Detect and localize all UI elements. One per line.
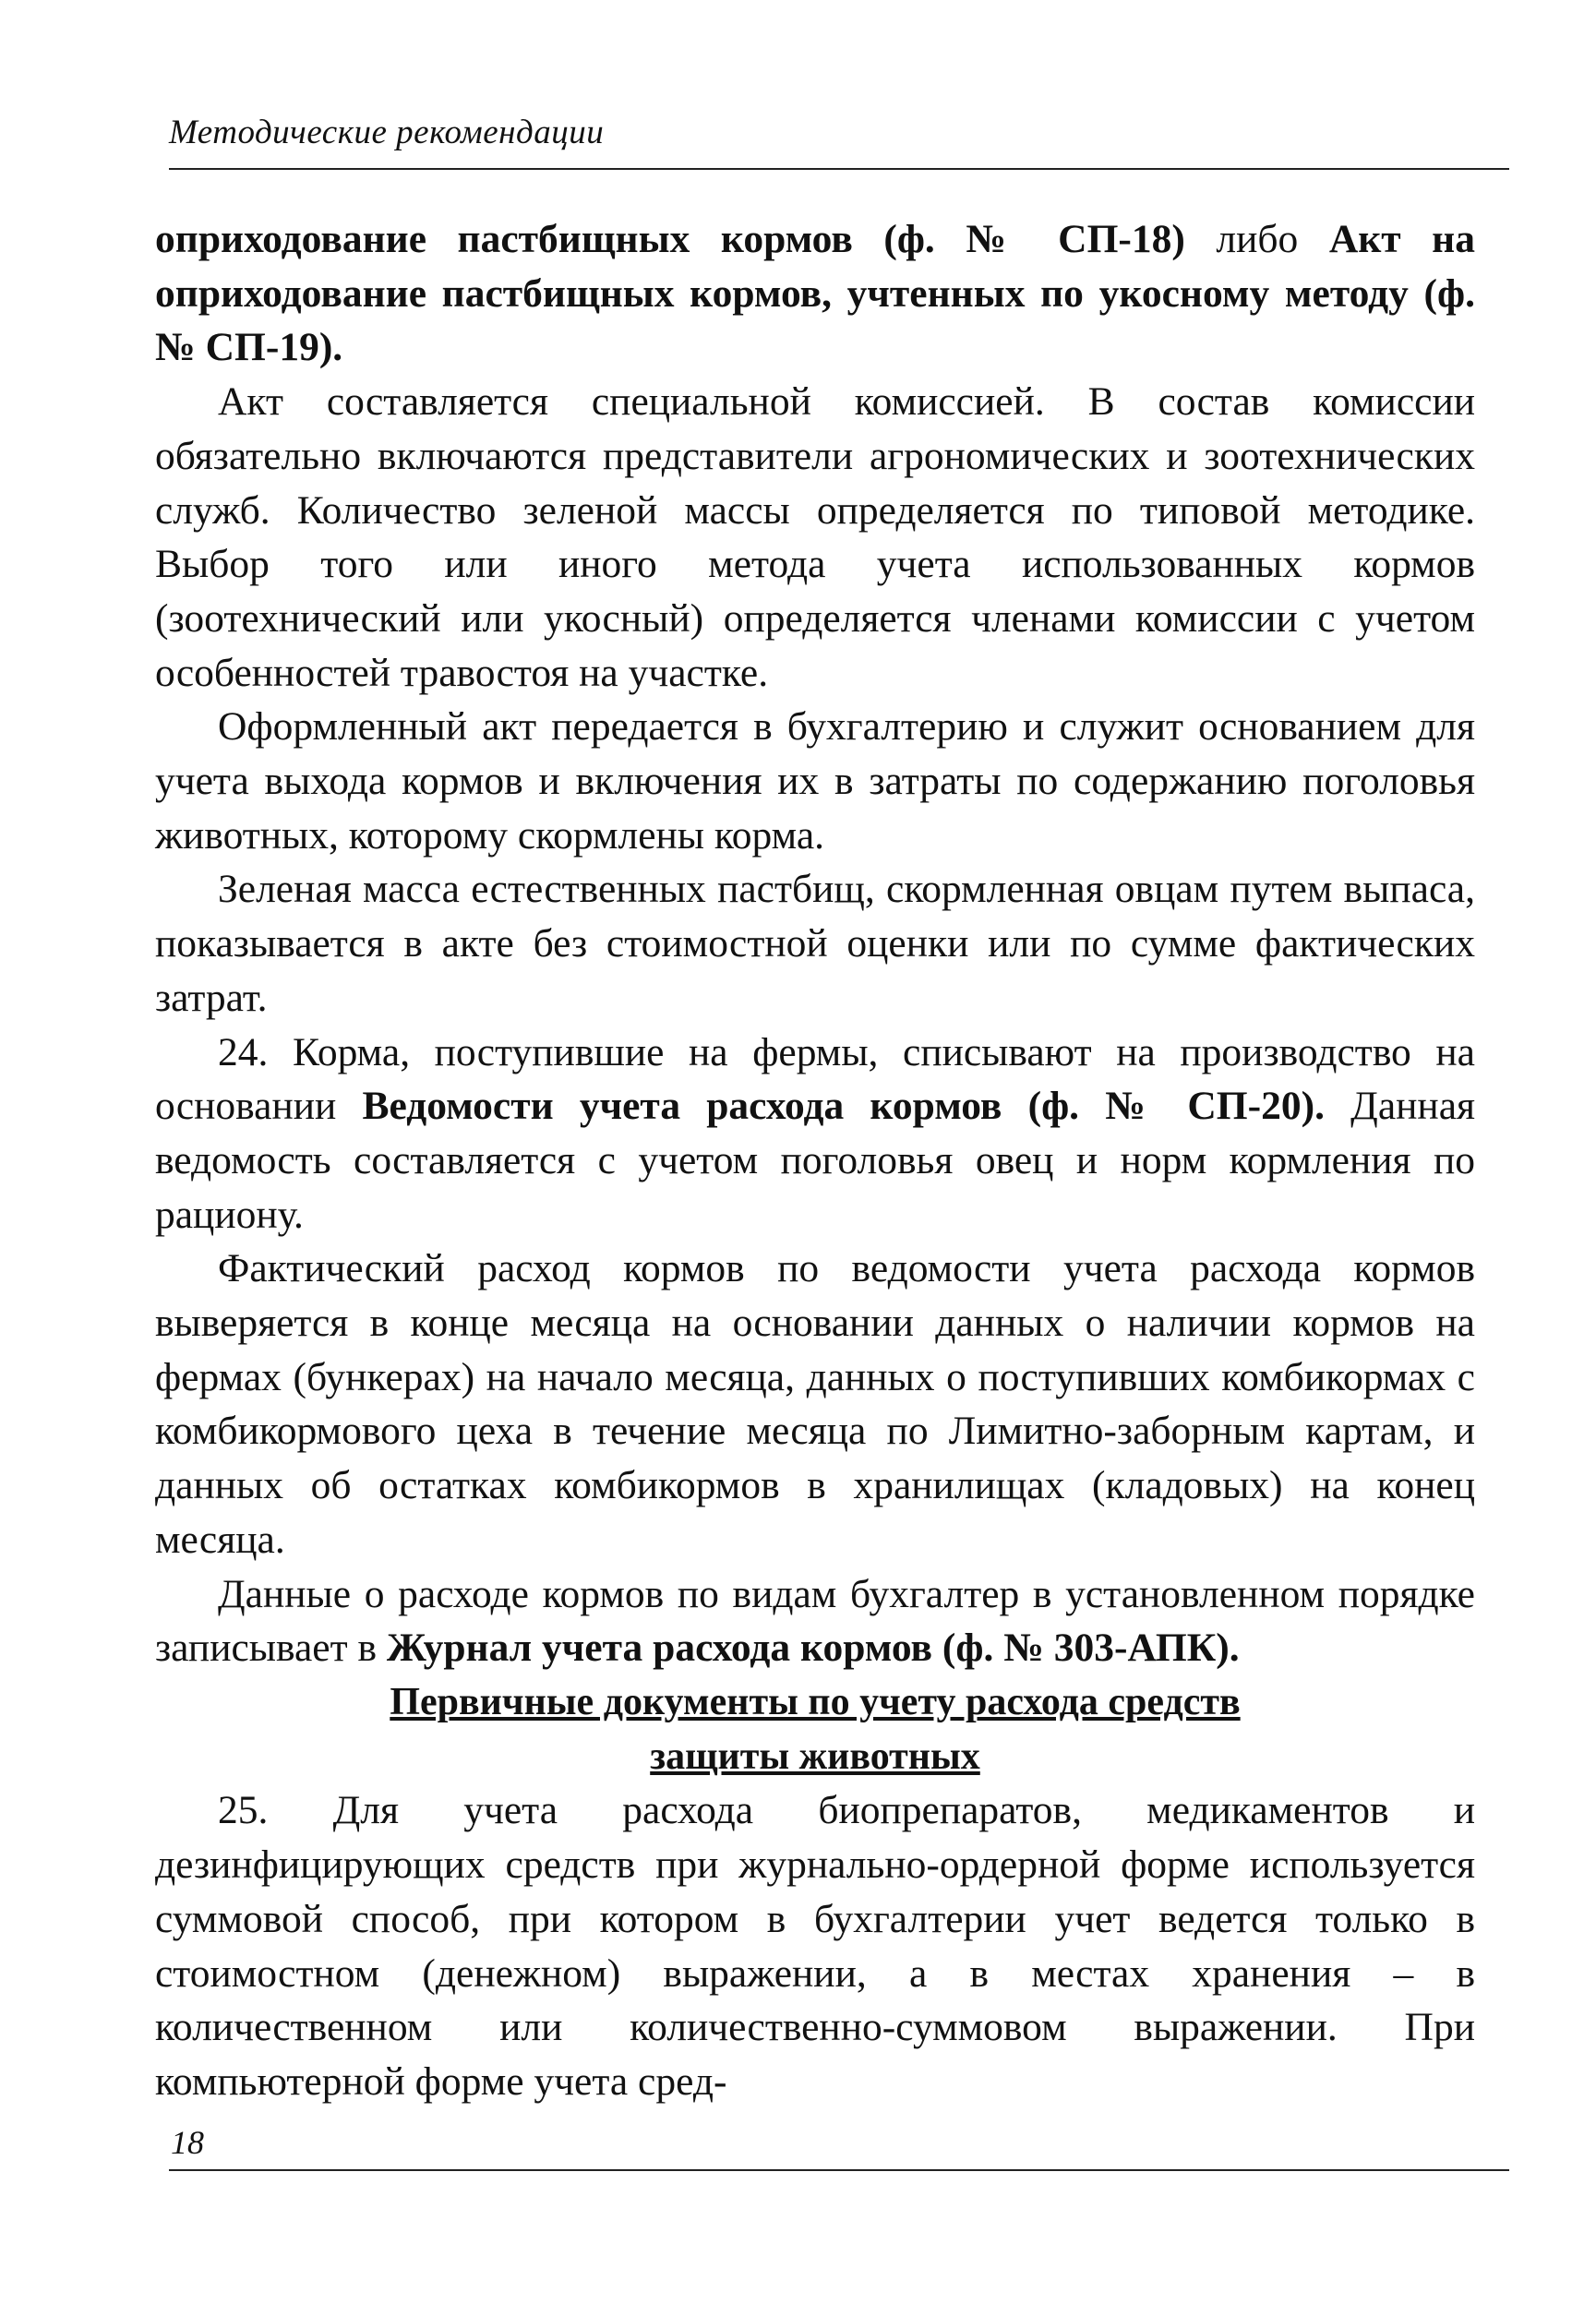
paragraph-green-mass: Зеленая масса естественных пастбищ, скормленная овцам путем выпаса, показывается в акте без стоимостной оценки или по сумме фактических затрат. <box>155 867 1475 1020</box>
page-number: 18 <box>171 2124 204 2161</box>
paragraph-item-25: 25. Для учета расхода биопрепаратов, медикаментов и дезинфицирующих средств при журнально-ордерной форме используется суммовой способ, при котором в бухгалтерии учет ведется только в стоимостном (денежном) выражении, а в местах хранения – в количественном или количественно-суммовом выражении. При компьютерной форме учета сред- <box>155 1788 1475 2104</box>
doc-ref-sp19: Акт на оприходование пастбищных кормов, учтенных по укосному методу (ф. № СП-19). <box>155 217 1475 370</box>
header-rule <box>169 168 1509 170</box>
paragraph-text: 24. Корма, поступившие на фермы, списывают на производство на основании <box>155 1029 1475 1129</box>
paragraph-continuation <box>155 212 1475 375</box>
paragraph-item-24 <box>155 1026 1475 1242</box>
doc-ref-sp20: Ведомости учета расхода кормов (ф. № СП-20). <box>362 1084 1325 1129</box>
paragraph-text: либо <box>1184 217 1329 261</box>
doc-ref-303-apk: Журнал учета расхода кормов (ф. № 303-АПК). <box>386 1626 1240 1671</box>
paragraph-text: Данные о расходе кормов по видам бухгалтер в установленном порядке записывает в <box>155 1571 1475 1671</box>
footer-rule <box>169 2169 1509 2171</box>
section-title <box>155 1675 1475 1783</box>
doc-ref-sp18: оприходование пастбищных кормов (ф. № СП-18) <box>155 217 1185 261</box>
paragraph-text: Данная ведомость составляется с учетом поголовья овец и норм кормления по рациону. <box>155 1084 1476 1237</box>
paragraph-commission: Акт составляется специальной комиссией. В состав комиссии обязательно включаются представители агрономических и зоотехнических служб. Количество зеленой массы определяется по типовой методике. Выбор того или иного метода учета использованных кормов (зоотехнический или укосный) определяется членами комиссии с учетом особенностей травостоя на участке. <box>155 379 1475 695</box>
page-body <box>155 212 1475 2109</box>
section-title-line-2: защиты животных <box>650 1734 980 1778</box>
section-title-line-1: Первичные документы по учету расхода средств <box>390 1680 1241 1723</box>
running-title: Методические рекомендации <box>169 114 605 151</box>
paragraph-actual-consumption: Фактический расход кормов по ведомости учета расхода кормов выверяется в конце месяца на основании данных о наличии кормов на фермах (бункерах) на начало месяца, данных о поступивших комбикормах с комбикормового цеха в течение месяца по Лимитно-заборным картам, и данных об остатках комбикормов в хранилищах (кладовых) на конец месяца. <box>155 1246 1475 1562</box>
paragraph-act-transfer: Оформленный акт передается в бухгалтерию и служит основанием для учета выхода кормов и включения их в затраты по содержанию поголовья животных, которому скормлены корма. <box>155 704 1475 858</box>
paragraph-journal <box>155 1567 1475 1675</box>
